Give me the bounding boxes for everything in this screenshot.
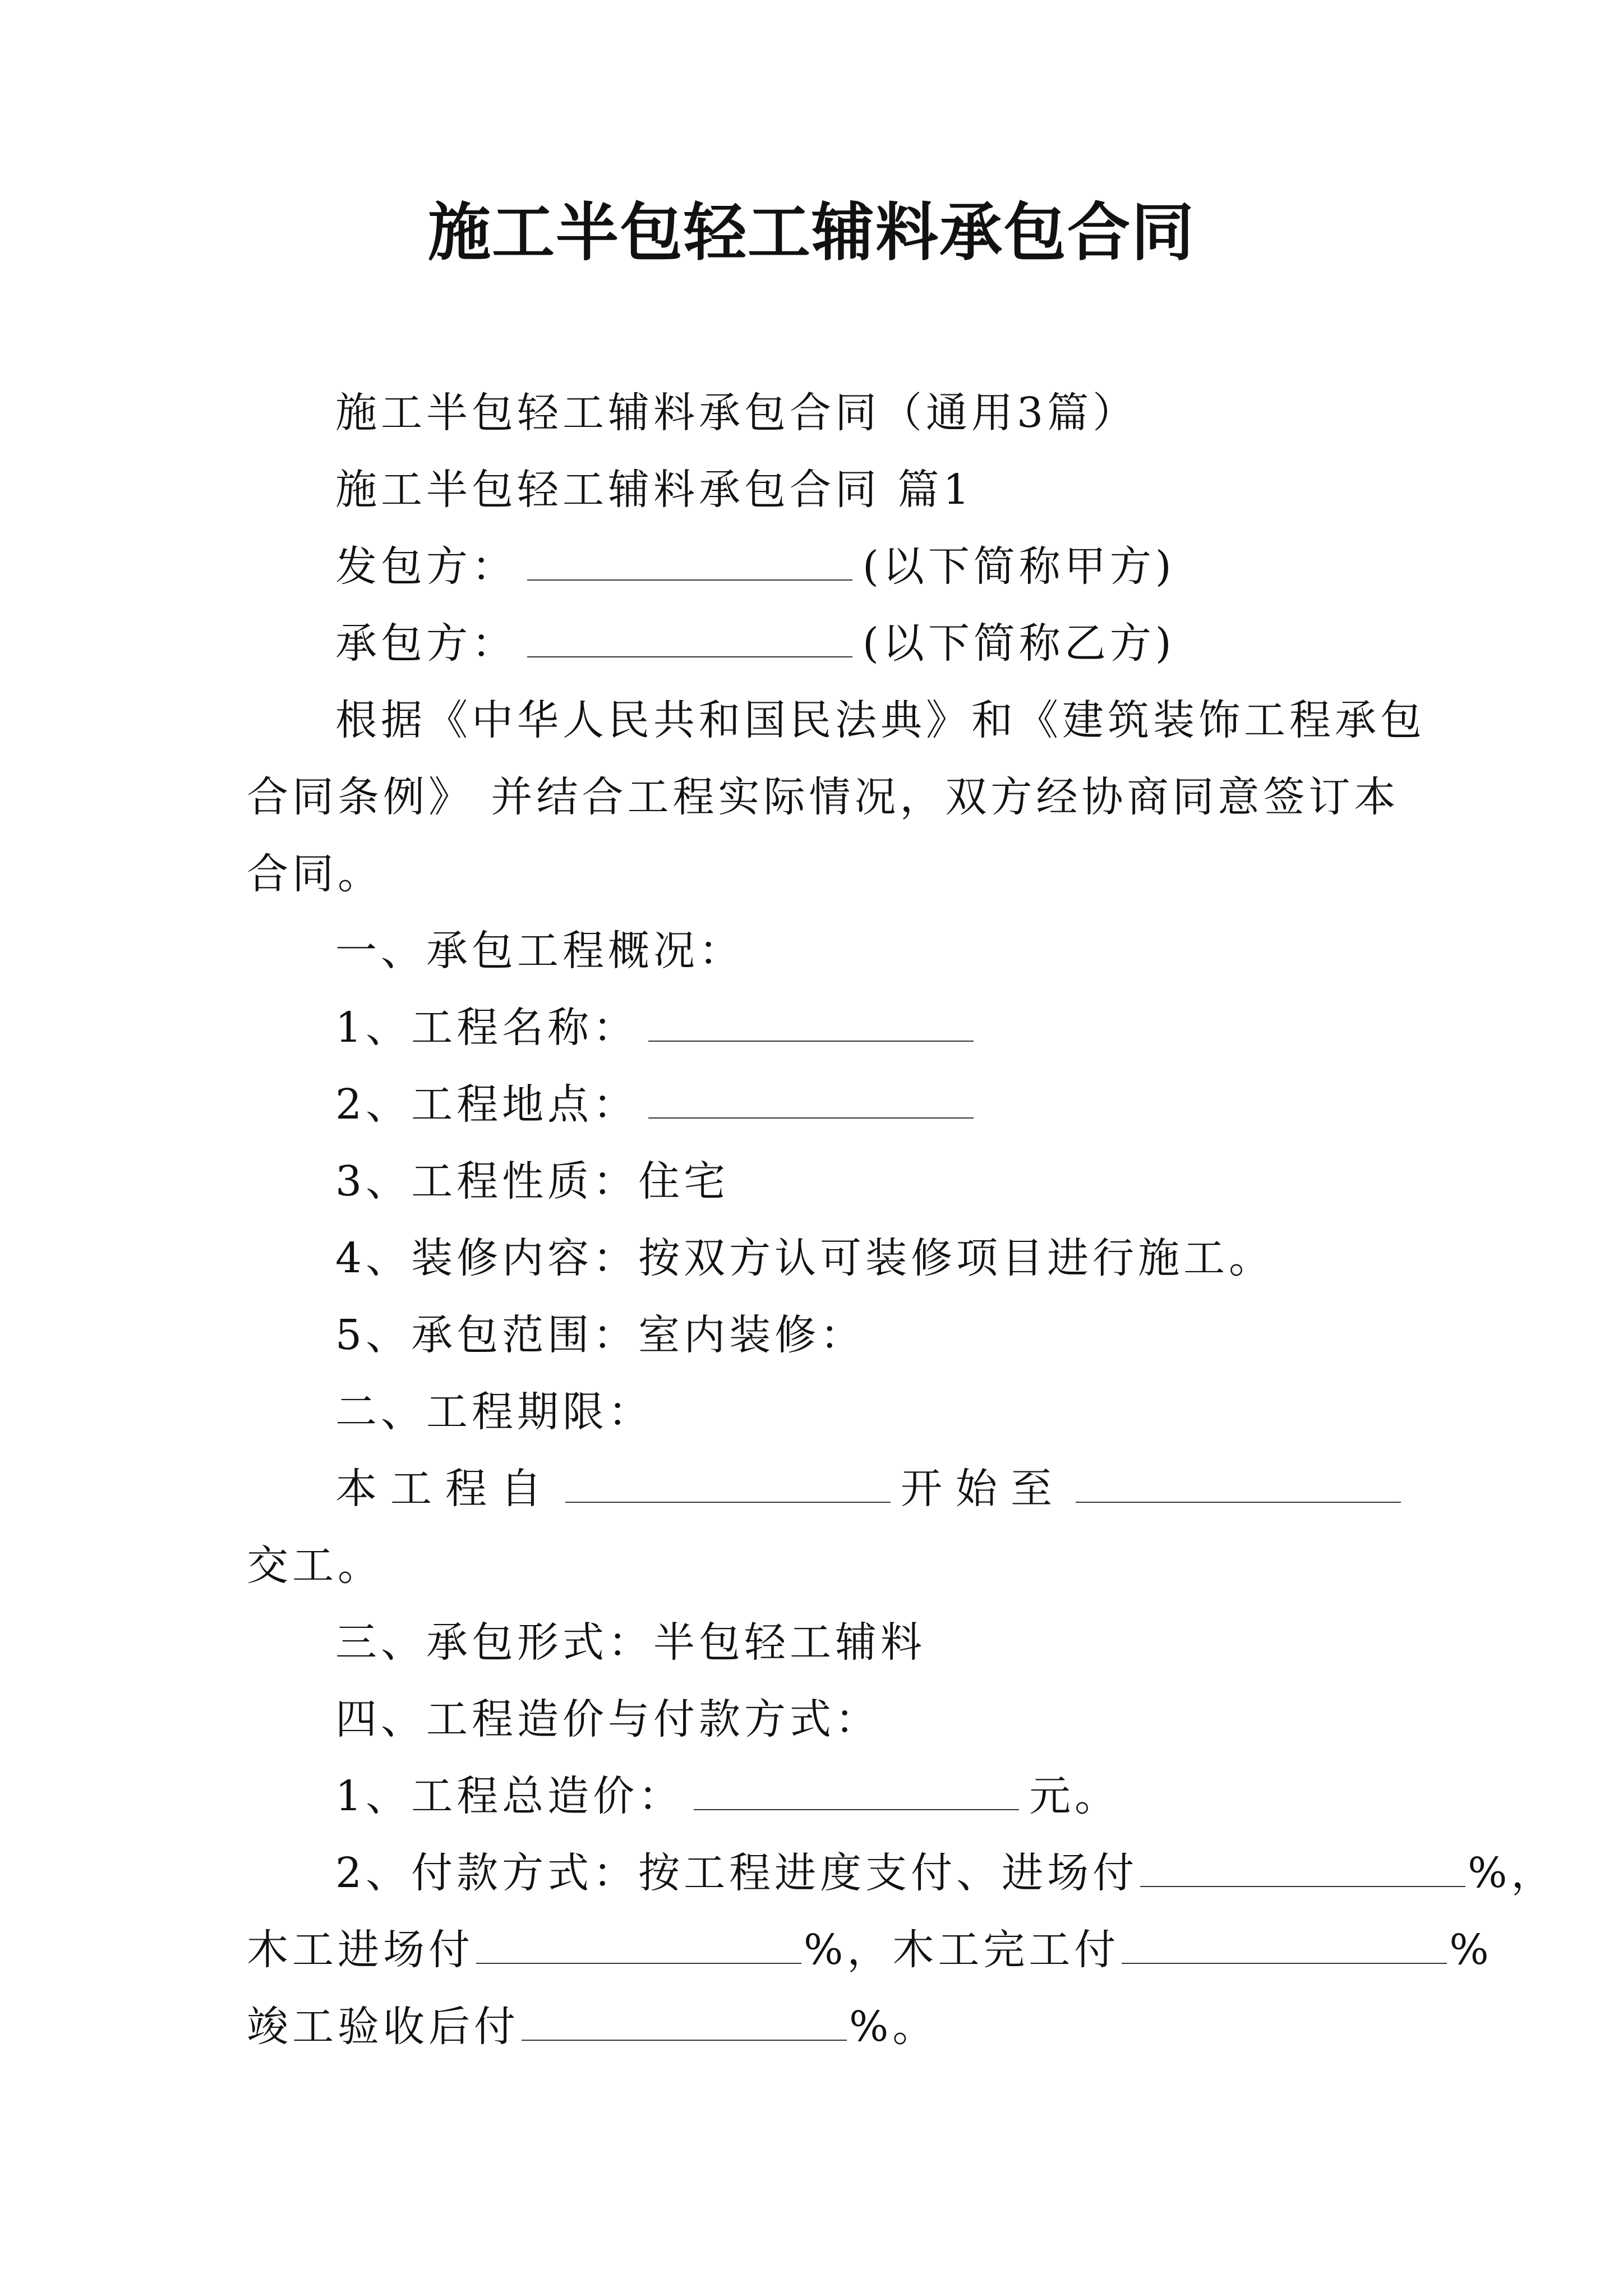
payment-line-3: [247, 1989, 1391, 2065]
carpentry-complete-blank: [1122, 1929, 1447, 1964]
section-4-heading: 四、工程造价与付款方式：: [335, 1695, 880, 1743]
subtitle: 施工半包轻工辅料承包合同（通用3篇）: [335, 389, 1138, 437]
period-end-line: 交工。: [247, 1542, 383, 1590]
entry-payment-blank: [1140, 1852, 1465, 1887]
party-a-label: 发包方：: [335, 542, 517, 591]
preamble-line-3: 合同。: [247, 850, 383, 898]
price-unit: 元。: [1029, 1772, 1121, 1820]
party-a-blank: [527, 546, 852, 581]
document-body: [247, 375, 1557, 2065]
end-date-blank: [1076, 1468, 1401, 1503]
section-3-heading: 三、承包形式：半包轻工辅料: [335, 1618, 926, 1667]
payment-line-2-a: 木工进场付: [247, 1926, 474, 1974]
party-b-line: [247, 605, 1391, 682]
part-heading: 施工半包轻工辅料承包合同 篇1: [335, 466, 974, 514]
payment-line-3-a: 竣工验收后付: [247, 2003, 519, 2051]
item-1-line: [247, 990, 1391, 1066]
item-1-label: 1、工程名称：: [335, 1004, 639, 1052]
item-3-line: 3、工程性质：住宅: [335, 1157, 730, 1205]
payment-line-1-suffix: %，: [1468, 1849, 1557, 1897]
party-b-suffix: (以下简称乙方): [863, 619, 1175, 668]
item-4-line: 4、装修内容：按双方认可装修项目进行施工。: [335, 1234, 1275, 1282]
carpentry-entry-blank: [476, 1929, 801, 1964]
acceptance-payment-blank: [522, 2006, 847, 2041]
preamble-line-1: 根据《中华人民共和国民法典》和《建筑装饰工程承包: [335, 696, 1426, 744]
payment-line-2-b: %，木工完工付: [804, 1926, 1120, 1974]
price-line: [247, 1758, 1391, 1835]
project-name-blank: [648, 1007, 974, 1042]
document-title: 施工半包轻工辅料承包合同: [428, 196, 1195, 269]
party-b-label: 承包方：: [335, 619, 517, 668]
total-price-blank: [694, 1775, 1019, 1810]
payment-line-1-prefix: 2、付款方式：按工程进度支付、进场付: [335, 1849, 1138, 1897]
payment-line-2-c: %: [1449, 1926, 1493, 1974]
payment-line-1: [247, 1835, 1557, 1912]
party-a-suffix: (以下简称甲方): [863, 542, 1175, 591]
period-prefix: 本工程自: [335, 1465, 555, 1513]
section-1-heading: 一、承包工程概况：: [335, 927, 744, 975]
period-middle: 开始至: [901, 1465, 1066, 1513]
period-line: [247, 1451, 1391, 1527]
price-label: 1、工程总造价：: [335, 1772, 684, 1820]
payment-line-2: [247, 1912, 1493, 1989]
item-2-label: 2、工程地点：: [335, 1080, 639, 1129]
project-location-blank: [648, 1084, 974, 1119]
item-5-line: 5、承包范围：室内装修：: [335, 1311, 866, 1359]
party-b-blank: [527, 623, 852, 657]
start-date-blank: [565, 1468, 891, 1503]
payment-line-3-b: %。: [849, 2003, 938, 2051]
section-2-heading: 二、工程期限：: [335, 1388, 653, 1436]
item-2-line: [247, 1066, 1391, 1143]
preamble-line-2: 合同条例》 并结合工程实际情况，双方经协商同意签订本: [247, 773, 1400, 821]
party-a-line: [247, 528, 1391, 605]
